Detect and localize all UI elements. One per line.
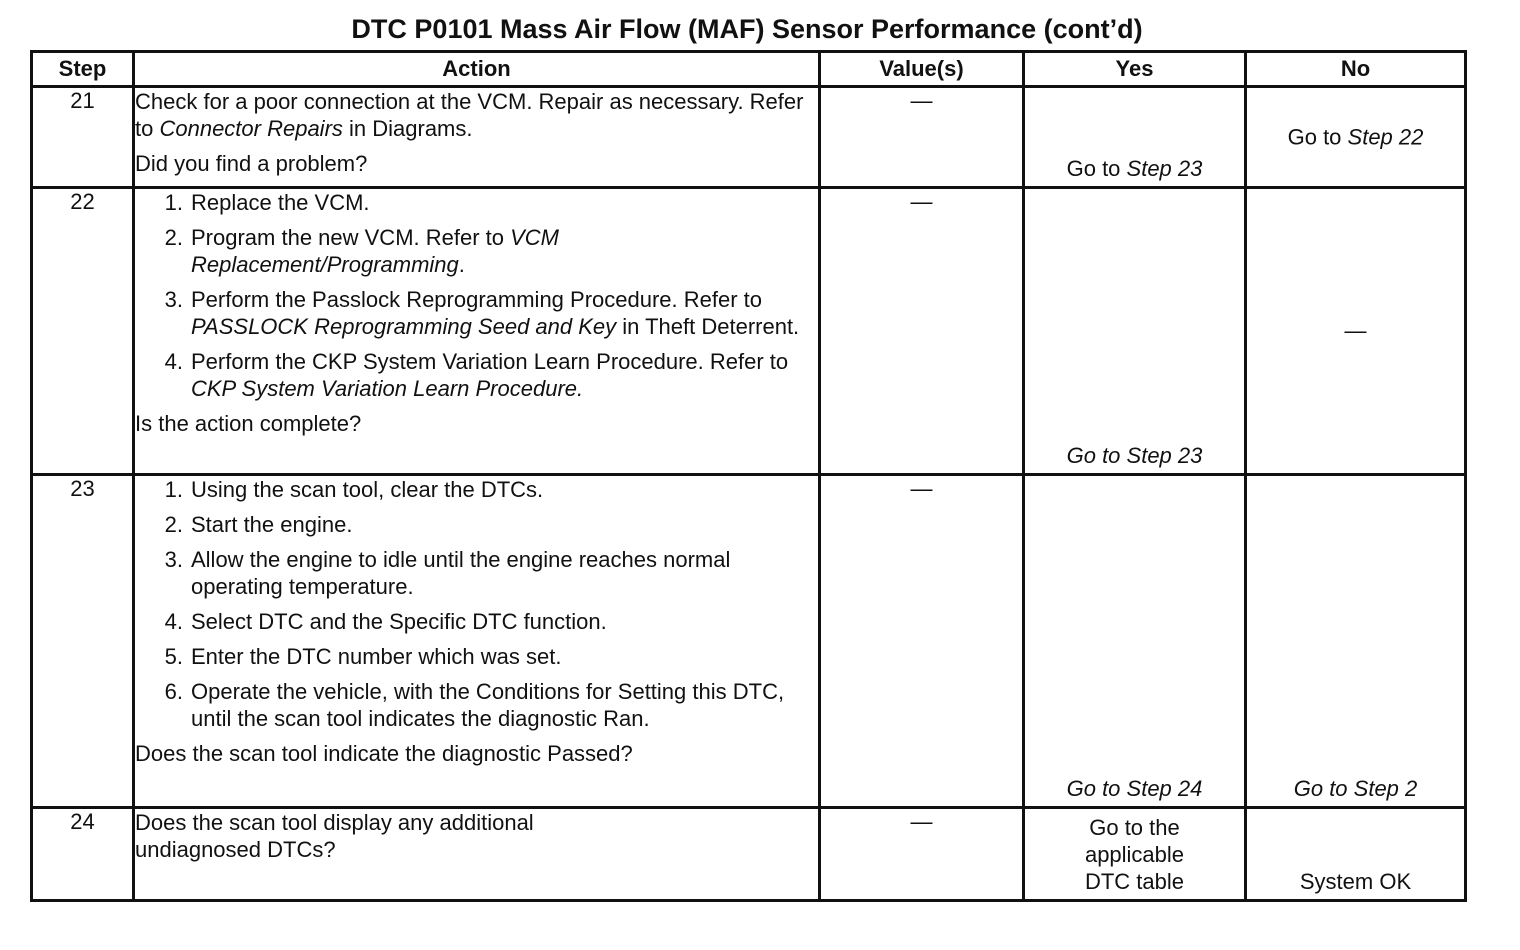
reference-link: CKP System Variation Learn Procedure.: [191, 376, 584, 401]
header-step: Step: [32, 52, 134, 87]
header-no: No: [1246, 52, 1466, 87]
action-question: Is the action complete?: [135, 411, 362, 436]
action-list: [135, 189, 818, 402]
reference-link: PASSLOCK Reprogramming Seed and Key: [191, 314, 617, 339]
list-item-text: in Theft Deterrent.: [616, 314, 800, 339]
header-values: Value(s): [820, 52, 1024, 87]
list-item: [164, 608, 818, 635]
no-cell: [1246, 475, 1466, 808]
list-item-text: .: [458, 252, 465, 277]
value-cell: —: [820, 475, 1024, 808]
action-text-part: in Diagrams.: [342, 116, 473, 141]
list-item: [164, 511, 818, 538]
list-item-text: Operate the vehicle, with the Conditions for Setting this DTC, until the scan tool indicates the diagnostic Ran.: [191, 679, 785, 731]
yes-cell: [1024, 808, 1246, 901]
no-cell: [1246, 87, 1466, 188]
yes-result-line: applicable: [1084, 842, 1185, 867]
no-result-text: Go to: [1287, 124, 1348, 150]
list-item-text: Select DTC and the Specific DTC function.: [191, 609, 607, 634]
action-question: Does the scan tool indicate the diagnostic Passed?: [135, 741, 633, 766]
action-cell: [134, 808, 820, 901]
no-step-ref: Go to Step 2: [1293, 776, 1418, 801]
step-number: 21: [32, 87, 134, 188]
step-number: 22: [32, 188, 134, 475]
action-text: [135, 88, 818, 142]
list-item-text: Perform the CKP System Variation Learn Procedure. Refer to: [191, 349, 789, 374]
list-item-text: Replace the VCM.: [191, 190, 370, 215]
table-row: [32, 808, 1466, 901]
list-item-text: Enter the DTC number which was set.: [191, 644, 562, 669]
action-cell: [134, 87, 820, 188]
list-item-number: 3.: [164, 287, 183, 312]
list-item: [164, 476, 818, 503]
list-item-text: Start the engine.: [191, 512, 353, 537]
header-yes: Yes: [1024, 52, 1246, 87]
list-item-number: 5.: [164, 644, 183, 669]
action-question: Did you find a problem?: [135, 151, 368, 176]
value-cell: —: [820, 808, 1024, 901]
yes-result-line: Go to the: [1089, 815, 1180, 840]
list-item: [164, 189, 818, 216]
no-result: [1247, 124, 1464, 151]
list-item: [164, 348, 818, 402]
action-question: Does the scan tool display any additional undiagnosed DTCs?: [135, 810, 534, 862]
yes-result-text: Go to: [1066, 156, 1127, 181]
list-item-number: 6.: [164, 679, 183, 704]
yes-step-ref: Go to Step 23: [1066, 443, 1203, 468]
list-item-number: 2.: [164, 512, 183, 537]
reference-link: VCM Replacement/Programming: [191, 225, 560, 277]
yes-step-ref: Go to Step 24: [1066, 776, 1203, 801]
list-item-text: Program the new VCM. Refer to: [191, 225, 511, 250]
no-result: System OK: [1299, 869, 1412, 894]
no-result: —: [1344, 318, 1367, 343]
list-item: [164, 643, 818, 670]
yes-result: [1025, 155, 1244, 182]
no-cell: [1246, 808, 1466, 901]
no-step-ref: Step 22: [1347, 124, 1424, 150]
list-item-number: 4.: [164, 349, 183, 374]
reference-link: Connector Repairs: [159, 116, 343, 141]
value-cell: —: [820, 188, 1024, 475]
yes-cell: [1024, 475, 1246, 808]
diagnostic-table: [30, 50, 1467, 902]
yes-cell: [1024, 87, 1246, 188]
table-row: [32, 188, 1466, 475]
header-action: Action: [134, 52, 820, 87]
page-title: DTC P0101 Mass Air Flow (MAF) Sensor Performance (cont’d): [351, 14, 1143, 44]
action-cell: [134, 475, 820, 808]
action-text-part: Check for a poor connection at the VCM. Repair as necessary. Refer to: [135, 89, 804, 141]
list-item-number: 3.: [164, 547, 183, 572]
list-item-text: Perform the Passlock Reprogramming Procedure. Refer to: [191, 287, 763, 312]
list-item: [164, 286, 818, 340]
list-item-text: Allow the engine to idle until the engine reaches normal operating temperature.: [191, 547, 731, 599]
table-row: [32, 475, 1466, 808]
yes-result: [1025, 775, 1244, 802]
yes-result-line: DTC table: [1084, 869, 1185, 894]
action-list: [135, 476, 818, 732]
yes-result: [1025, 442, 1244, 469]
table-header-row: [32, 52, 1466, 87]
list-item: [164, 546, 818, 600]
no-result: [1247, 775, 1464, 802]
value-cell: —: [820, 87, 1024, 188]
list-item-text: Using the scan tool, clear the DTCs.: [191, 477, 544, 502]
step-number: 23: [32, 475, 134, 808]
no-cell: [1246, 188, 1466, 475]
yes-result: [1025, 814, 1244, 895]
list-item-number: 1.: [164, 477, 183, 502]
list-item: [164, 678, 818, 732]
action-cell: [134, 188, 820, 475]
list-item-number: 1.: [164, 190, 183, 215]
list-item-number: 4.: [164, 609, 183, 634]
table-row: [32, 87, 1466, 188]
step-number: 24: [32, 808, 134, 901]
list-item-number: 2.: [164, 225, 183, 250]
list-item: [164, 224, 818, 278]
yes-cell: [1024, 188, 1246, 475]
yes-step-ref: Step 23: [1126, 156, 1203, 181]
